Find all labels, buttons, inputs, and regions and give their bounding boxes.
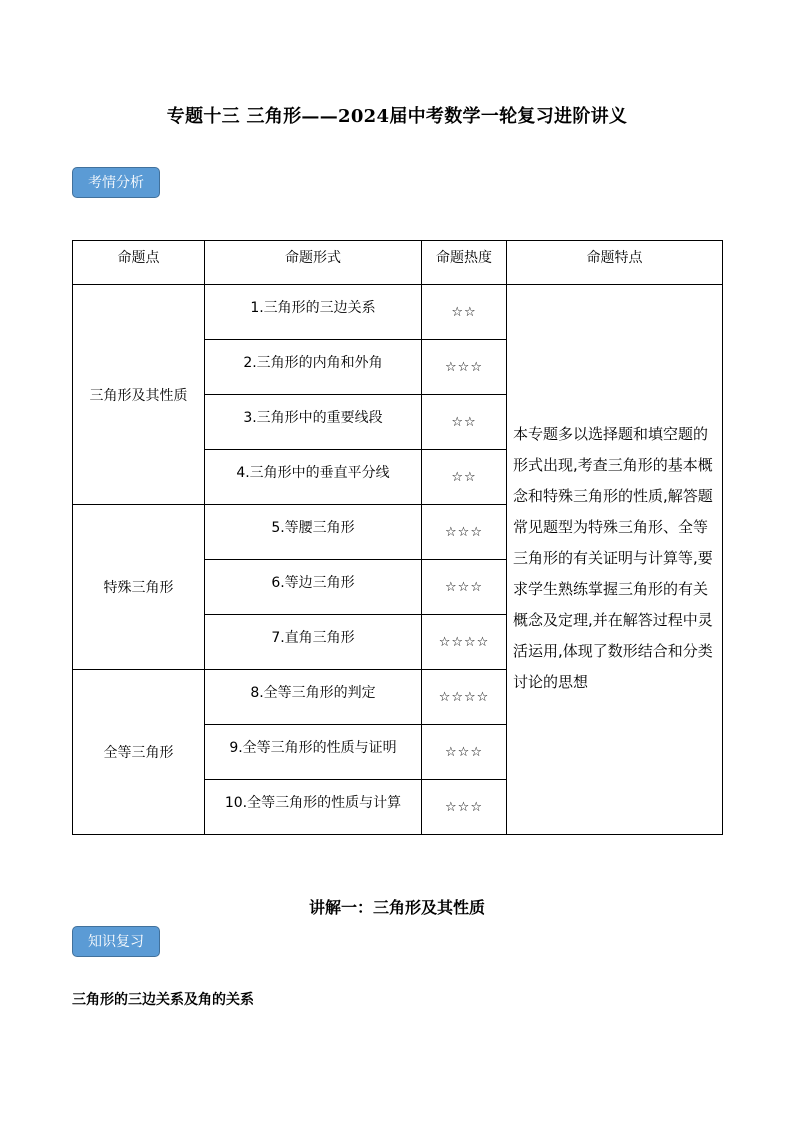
header-point: 命题点 <box>73 241 205 285</box>
header-heat: 命题热度 <box>422 241 507 285</box>
sub-title: 三角形的三边关系及角的关系 <box>72 992 254 1008</box>
heat-stars: ☆☆☆ <box>422 505 507 560</box>
form-cell: 1.三角形的三边关系 <box>205 285 422 340</box>
heat-stars: ☆☆☆☆ <box>422 670 507 725</box>
point-cell: 特殊三角形 <box>73 505 205 670</box>
table-header-row <box>73 241 723 285</box>
heat-stars: ☆☆ <box>422 285 507 340</box>
header-form: 命题形式 <box>205 241 422 285</box>
document-title: 专题十三 三角形——2024届中考数学一轮复习进阶讲义 <box>166 106 628 127</box>
heat-stars: ☆☆ <box>422 395 507 450</box>
form-cell: 4.三角形中的垂直平分线 <box>205 450 422 505</box>
form-cell: 10.全等三角形的性质与计算 <box>205 780 422 835</box>
table-row <box>73 285 723 340</box>
heat-stars: ☆☆☆ <box>422 780 507 835</box>
form-cell: 8.全等三角形的判定 <box>205 670 422 725</box>
tag-knowledge-review: 知识复习 <box>72 926 160 957</box>
heat-stars: ☆☆☆☆ <box>422 615 507 670</box>
heat-stars: ☆☆☆ <box>422 340 507 395</box>
section-title: 讲解一：三角形及其性质 <box>308 898 485 917</box>
form-cell: 2.三角形的内角和外角 <box>205 340 422 395</box>
heat-stars: ☆☆ <box>422 450 507 505</box>
feature-cell: 本专题多以选择题和填空题的形式出现,考查三角形的基本概念和特殊三角形的性质,解答题常见题型为特殊三角形、全等三角形的有关证明与计算等,要求学生熟练掌握三角形的有关概念及定理,并在解答过程中灵活运用,体现了数形结合和分类讨论的思想 <box>507 285 723 835</box>
header-feature: 命题特点 <box>507 241 723 285</box>
form-cell: 6.等边三角形 <box>205 560 422 615</box>
form-cell: 7.直角三角形 <box>205 615 422 670</box>
heat-stars: ☆☆☆ <box>422 725 507 780</box>
form-cell: 9.全等三角形的性质与证明 <box>205 725 422 780</box>
tag-exam-analysis: 考情分析 <box>72 167 160 198</box>
exam-analysis-table <box>72 240 723 835</box>
form-cell: 3.三角形中的重要线段 <box>205 395 422 450</box>
heat-stars: ☆☆☆ <box>422 560 507 615</box>
point-cell: 全等三角形 <box>73 670 205 835</box>
point-cell: 三角形及其性质 <box>73 285 205 505</box>
form-cell: 5.等腰三角形 <box>205 505 422 560</box>
